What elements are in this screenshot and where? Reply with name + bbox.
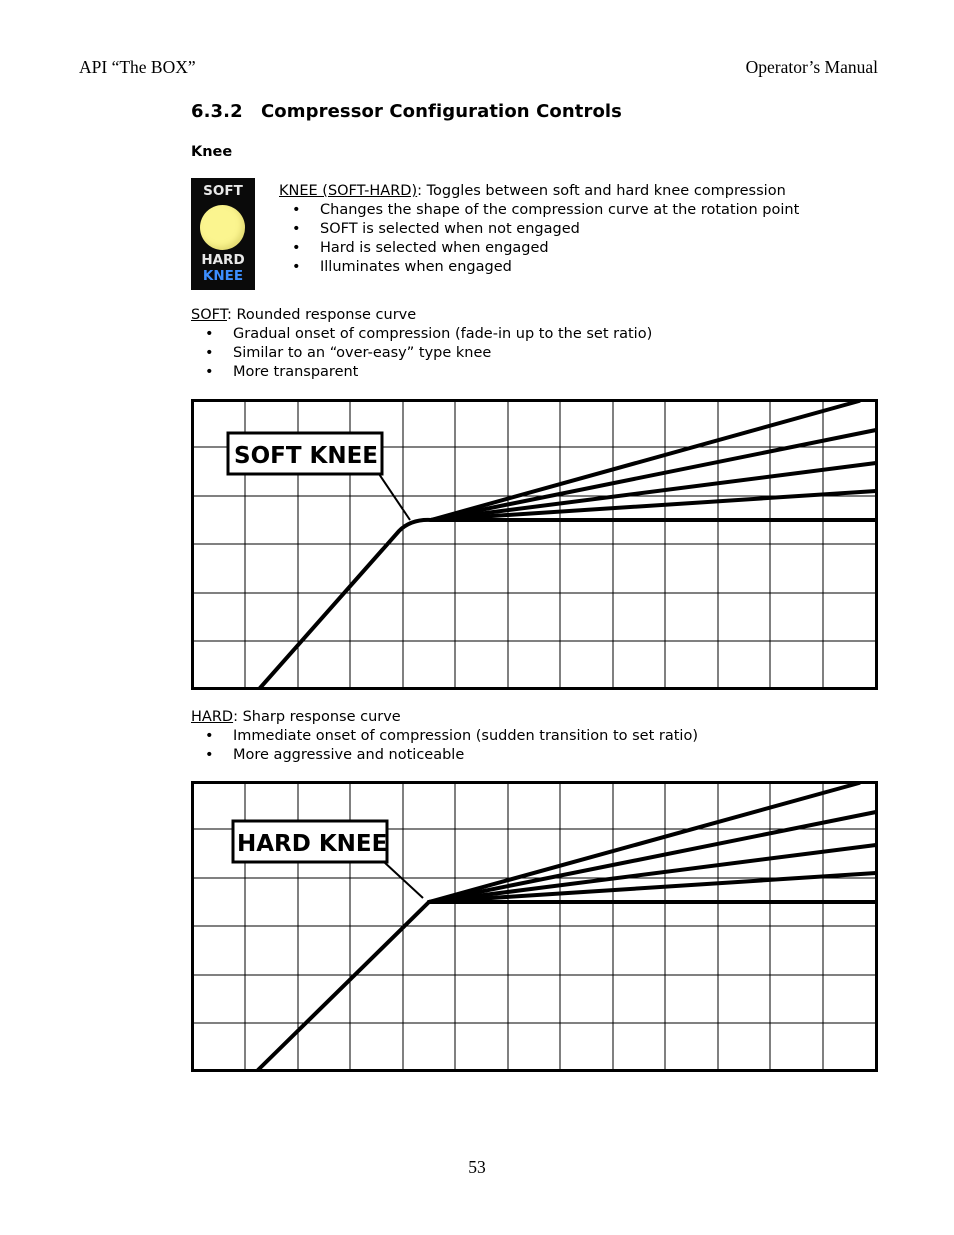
- knee-button-image: [191, 178, 255, 290]
- hard-summary: : Sharp response curve: [233, 709, 401, 725]
- list-item: [292, 201, 800, 220]
- lamp-icon: [200, 205, 245, 250]
- list-item: [292, 258, 799, 277]
- list-item: [205, 746, 698, 765]
- soft-knee-label: SOFT KNEE: [234, 443, 379, 469]
- list-item-text: More transparent: [233, 364, 359, 380]
- list-item: [205, 363, 652, 382]
- knee-control-description: [279, 182, 799, 277]
- subsection-heading: Knee: [191, 144, 233, 160]
- list-item: [292, 239, 799, 258]
- list-item-text: Gradual onset of compression (fade-in up to the set ratio): [233, 326, 653, 342]
- label-pointer-line: [379, 474, 410, 520]
- list-item-text: Hard is selected when engaged: [320, 240, 549, 256]
- bullet-icon: •: [292, 240, 301, 256]
- list-item-text: SOFT is selected when not engaged: [320, 221, 580, 237]
- bullet-icon: •: [205, 345, 214, 361]
- soft-name: SOFT: [191, 307, 227, 323]
- soft-knee-graph: [191, 399, 878, 690]
- header-title: API “The BOX”: [79, 57, 196, 77]
- button-hard-label: HARD: [201, 252, 245, 268]
- soft-description: [191, 306, 652, 382]
- bullet-icon: •: [292, 202, 301, 218]
- list-item-text: Similar to an “over-easy” type knee: [233, 345, 492, 361]
- section-number: 6.3.2: [191, 101, 243, 122]
- hard-name: HARD: [191, 709, 234, 725]
- bullet-icon: •: [205, 728, 214, 744]
- list-item: [205, 344, 652, 363]
- list-item-text: Illuminates when engaged: [320, 259, 512, 275]
- button-knee-label: KNEE: [202, 268, 244, 284]
- hard-description: [191, 708, 698, 765]
- bullet-icon: •: [205, 747, 214, 763]
- header-manual-name: Operator’s Manual: [745, 57, 878, 77]
- list-item: [292, 220, 799, 239]
- list-item-text: Changes the shape of the compression curve at the rotation point: [320, 202, 800, 218]
- knee-control-name: KNEE (SOFT-HARD): [279, 183, 418, 199]
- soft-intro: [191, 306, 652, 325]
- bullet-icon: •: [205, 326, 214, 342]
- button-soft-label: SOFT: [203, 183, 243, 199]
- knee-control-bullet-list: [292, 201, 800, 277]
- list-item: [205, 727, 698, 746]
- list-item-text: More aggressive and noticeable: [233, 747, 465, 763]
- list-item: [205, 325, 653, 344]
- bullet-icon: •: [292, 221, 301, 237]
- bullet-icon: •: [292, 259, 301, 275]
- soft-summary: : Rounded response curve: [226, 307, 417, 323]
- hard-knee-label: HARD KNEE: [237, 831, 388, 857]
- hard-intro: [191, 708, 698, 727]
- section-title: Compressor Configuration Controls: [261, 101, 622, 122]
- page-number: 53: [468, 1157, 486, 1177]
- knee-control-summary: : Toggles between soft and hard knee compression: [417, 183, 786, 199]
- section-heading: [191, 101, 622, 122]
- knee-control-intro: [279, 182, 799, 201]
- list-item-text: Immediate onset of compression (sudden transition to set ratio): [233, 728, 698, 744]
- hard-knee-graph: [191, 781, 878, 1072]
- soft-bullet-list: [205, 325, 653, 382]
- bullet-icon: •: [205, 364, 214, 380]
- hard-bullet-list: [205, 727, 698, 765]
